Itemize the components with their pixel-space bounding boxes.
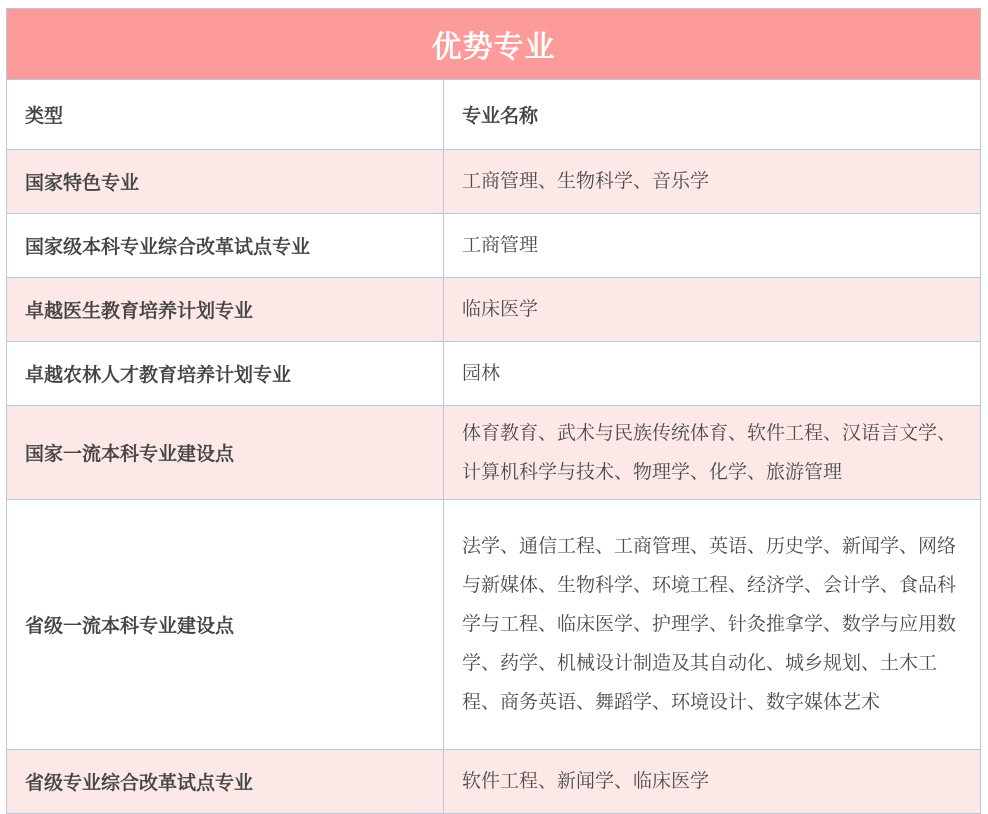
row-majors: 工商管理、生物科学、音乐学 [444, 150, 981, 214]
table-title-row [7, 9, 981, 80]
table-title: 优势专业 [7, 9, 981, 80]
table-header-row [7, 80, 981, 150]
row-majors: 园林 [444, 342, 981, 406]
table-row [7, 278, 981, 342]
row-majors: 工商管理 [444, 214, 981, 278]
header-major-name: 专业名称 [444, 80, 981, 150]
row-type: 省级专业综合改革试点专业 [7, 750, 444, 814]
majors-table [6, 8, 981, 814]
row-majors: 体育教育、武术与民族传统体育、软件工程、汉语言文学、计算机科学与技术、物理学、化学、旅游管理 [444, 406, 981, 500]
table-row [7, 150, 981, 214]
row-majors: 临床医学 [444, 278, 981, 342]
table-row [7, 406, 981, 500]
row-type: 卓越农林人才教育培养计划专业 [7, 342, 444, 406]
row-type: 国家一流本科专业建设点 [7, 406, 444, 500]
row-type: 国家特色专业 [7, 150, 444, 214]
table-row [7, 214, 981, 278]
header-type: 类型 [7, 80, 444, 150]
table-row [7, 500, 981, 750]
row-type: 省级一流本科专业建设点 [7, 500, 444, 750]
row-type: 卓越医生教育培养计划专业 [7, 278, 444, 342]
row-majors: 软件工程、新闻学、临床医学 [444, 750, 981, 814]
table-row [7, 342, 981, 406]
row-majors: 法学、通信工程、工商管理、英语、历史学、新闻学、网络与新媒体、生物科学、环境工程、经济学、会计学、食品科学与工程、临床医学、护理学、针灸推拿学、数学与应用数学、药学、机械设计制造及其自动化、城乡规划、土木工程、商务英语、舞蹈学、环境设计、数字媒体艺术 [444, 500, 981, 750]
row-type: 国家级本科专业综合改革试点专业 [7, 214, 444, 278]
majors-table-container [6, 8, 980, 814]
